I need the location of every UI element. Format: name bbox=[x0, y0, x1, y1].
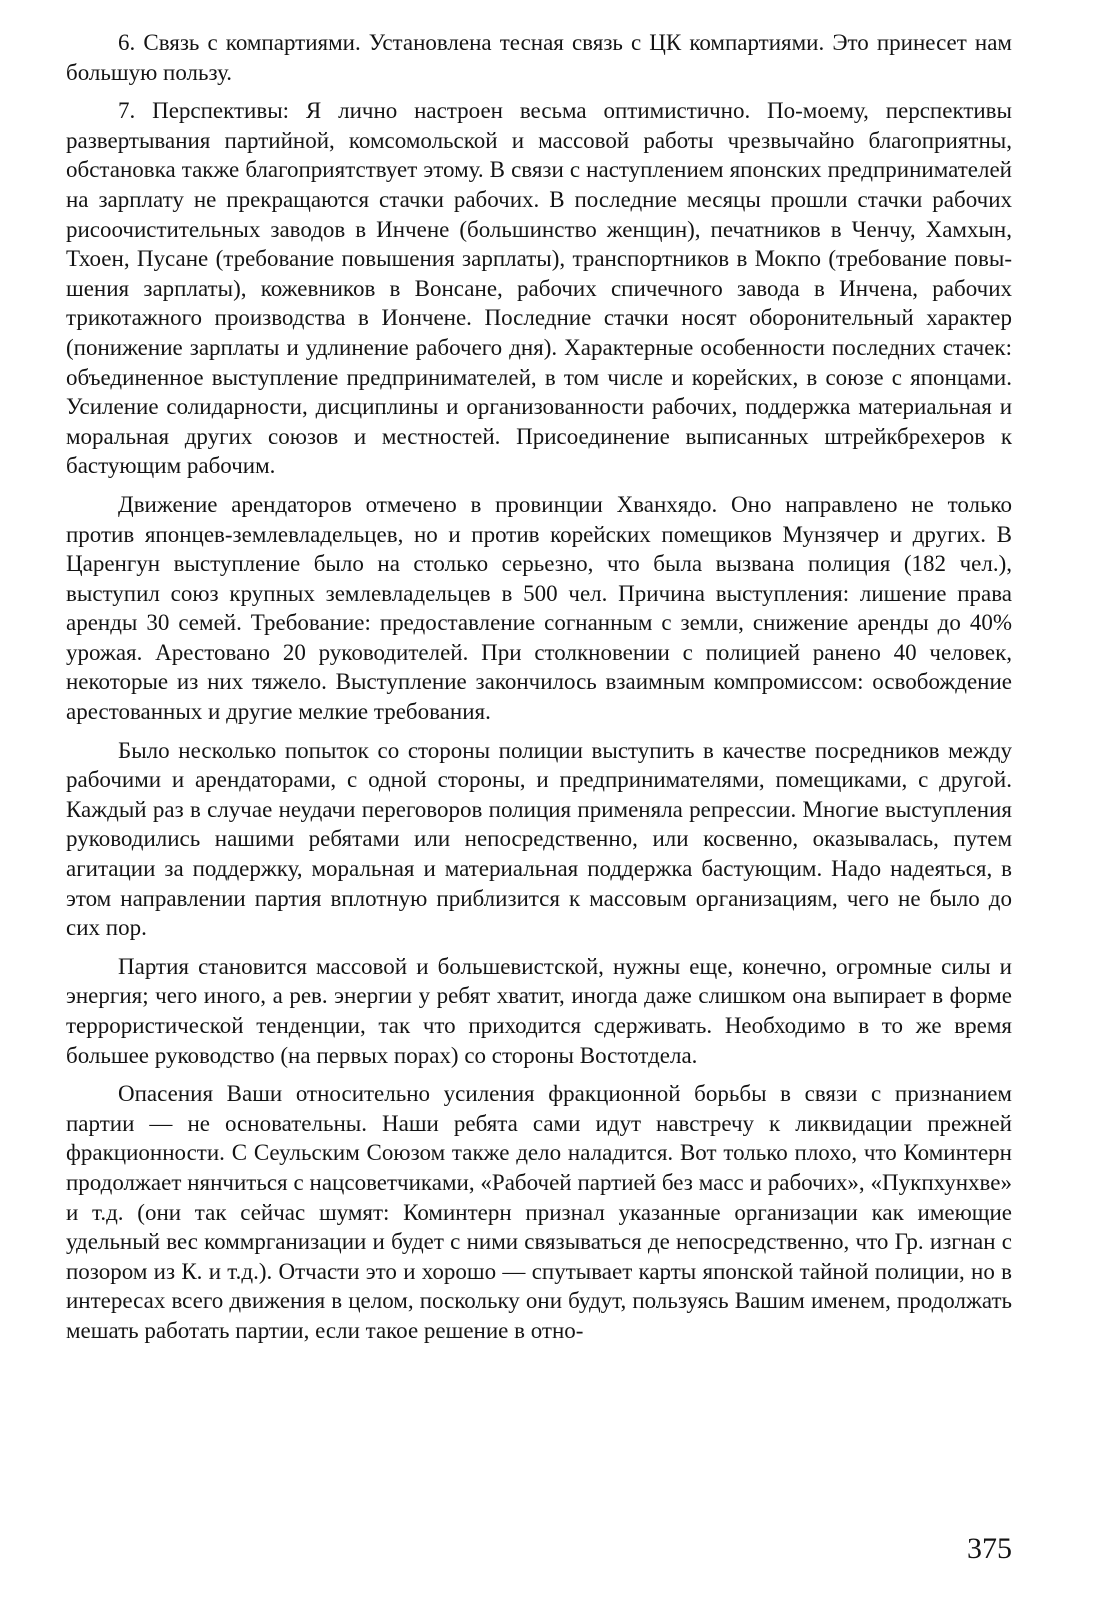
document-page bbox=[66, 28, 1012, 1568]
page-number: 375 bbox=[967, 1532, 1012, 1565]
paragraph-perspectives: 7. Перспективы: Я лично настроен весьма оптимистично. По-моему, перспективы развертывания партийной, комсомольской и массовой работы чрезвычайно благоприятны, обстановка также благоприятствует этому. В связи с наступлением японских предпринимателей на зарплату не прекращаются стачки рабочих. В последние месяцы прошли стачки рабочих рисоочистительных заводов в Инчене (большинство женщин), печатников в Ченчу, Хамхын, Тхоен, Пусане (требование повышения зарплаты), транспортников в Мокпо (требование повышения зарплаты), кожевников в Вонсане, рабочих спичечного завода в Инчена, рабочих трикотажного производства в Иончене. Последние стачки носят оборонительный характер (понижение зарплаты и удлинение рабочего дня). Характерные особенности последних стачек: объединенное выступление предпринимателей, в том числе и корейских, в союзе с японцами. Усиление солидарности, дисциплины и организованности рабочих, поддержка материальная и моральная других союзов и местностей. Присоединение выписанных штрейкбрехеров к бастующим рабочим. bbox=[66, 98, 1012, 479]
paragraph-party-relations: 6. Связь с компартиями. Установлена тесная связь с ЦК компартиями. Это принесет нам большую пользу. bbox=[66, 30, 1012, 85]
paragraph-factional-struggle: Опасения Ваши относительно усиления фракционной борьбы в связи с признанием партии — не основательны. Наши ребята сами идут навстречу к ликвидации прежней фракционности. С Сеульским Союзом также дело наладится. Вот только плохо, что Коминтерн продолжает нянчиться с нацсоветчиками, «Рабочей партией без масс и рабочих», «Пукпхунхве» и т.д. (они так сейчас шумят: Коминтерн признал указанные организации как имеющие удельный вес коммрганизации и будет с ними связываться де непосредственно, что Гр. изгнан с позором из К. и т.д.). Отчасти это и хорошо — спутывает карты японской тайной полиции, но в интересах всего движения в целом, поскольку они будут, пользуясь Вашим именем, продолжать мешать работать партии, если такое решение в отно- bbox=[66, 1081, 1012, 1343]
paragraph-tenant-movement: Движение арендаторов отмечено в провинции Хванхядо. Оно направлено не только против японцев-землевладельцев, но и против корейских помещиков Мунзячер и других. В Царенгун выступление было на столько серьезно, что была вызвана полиция (182 чел.), выступил союз крупных землевладельцев в 500 чел. Причина выступления: лишение права аренды 30 семей. Требование: предоставление согнанным с земли, снижение аренды до 40% урожая. Арестовано 20 руководителей. При столкновении с полицией ранено 40 человек, некоторые из них тяжело. Выступление закончилось взаимным компромиссом: освобождение арестованных и другие мелкие требования. bbox=[66, 491, 1012, 725]
paragraph-party-growth: Партия становится массовой и большевистской, нужны еще, конечно, огромные силы и энергия; чего иного, а рев. энергии у ребят хватит, иногда даже слишком она выпирает в форме террористической тенденции, так что приходится сдерживать. Необходимо в то же время большее руководство (на первых порах) со стороны Востотдела. bbox=[66, 953, 1012, 1068]
paragraph-police-mediation: Было несколько попыток со стороны полиции выступить в качестве посредников между рабочими и арендаторами, с одной стороны, и предпринимателями, помещиками, с другой. Каждый раз в случае неудачи переговоров полиция применяла репрессии. Многие выступления руководились нашими ребятами или непосредственно, или косвенно, оказывалась, путем агитации за поддержку, моральная и материальная поддержка бастующим. Надо надеяться, в этом направлении партия вплотную приблизится к массовым организациям, чего не было до сих пор. bbox=[66, 737, 1012, 941]
